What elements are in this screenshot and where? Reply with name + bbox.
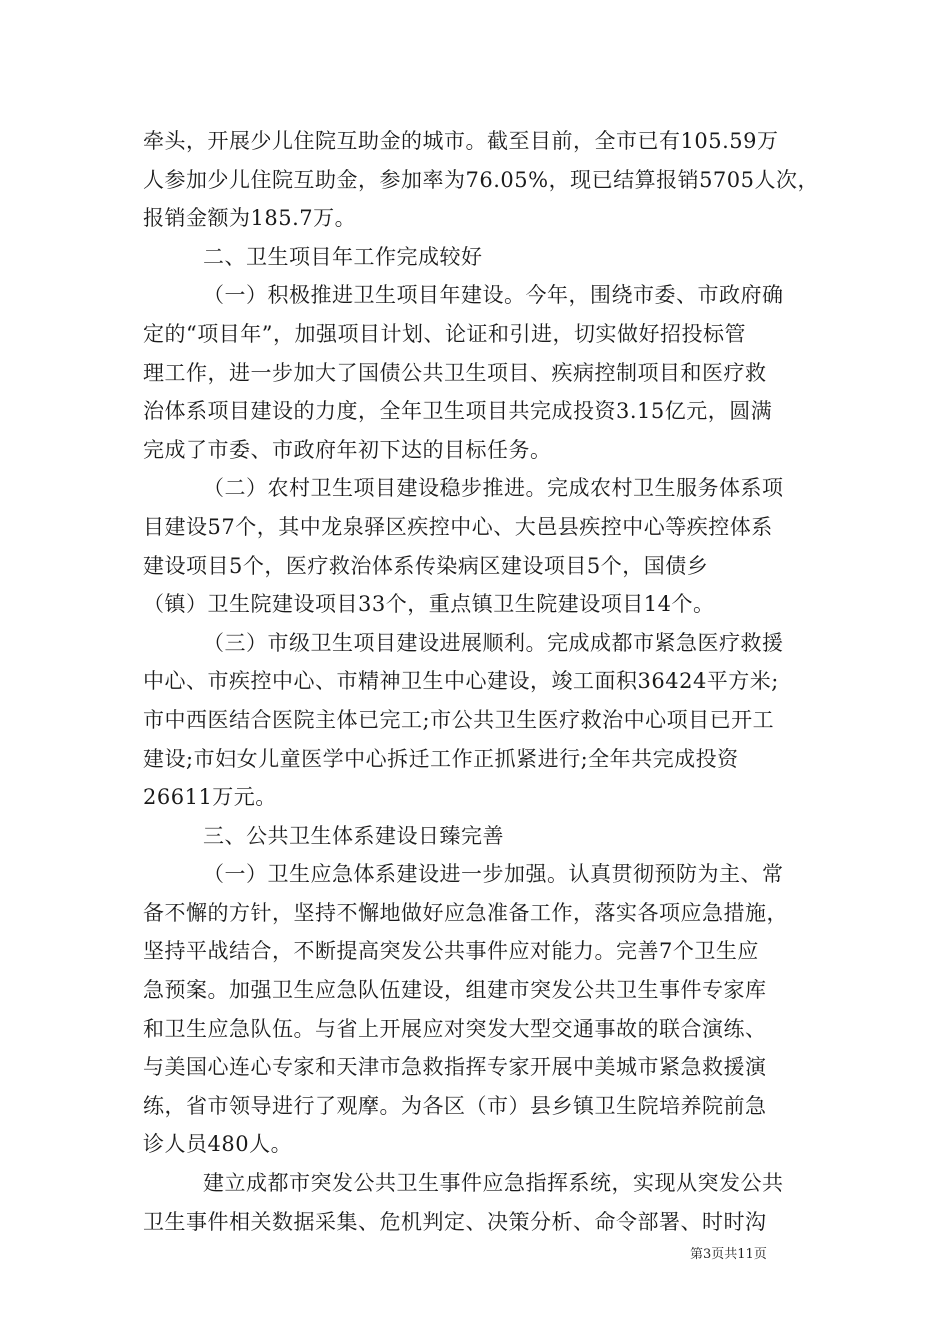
- text-line: 三、公共卫生体系建设日臻完善: [203, 823, 504, 848]
- page-number: 第3页共11页: [690, 1247, 767, 1262]
- text-line: 建设;市妇女儿童医学中心拆迁工作正抓紧进行;全年共完成投资: [143, 746, 739, 771]
- text-line: 与美国心连心专家和天津市急救指挥专家开展中美城市紧急救援演: [143, 1055, 767, 1080]
- text-line: 备不懈的方针，坚持不懈地做好应急准备工作，落实各项应急措施，: [143, 900, 788, 925]
- text-line: （二）农村卫生项目建设稳步推进。完成农村卫生服务体系项: [203, 476, 784, 501]
- text-line: 中心、市疾控中心、市精神卫生中心建设，竣工面积36424平方米;: [143, 669, 779, 694]
- text-line: 目建设57个，其中龙泉驿区疾控中心、大邑县疾控中心等疾控体系: [143, 514, 773, 539]
- text-line: 二、卫生项目年工作完成较好: [203, 244, 483, 269]
- text-line: 急预案。加强卫生应急队伍建设，组建市突发公共卫生事件专家库: [143, 978, 767, 1003]
- text-line: 治体系项目建设的力度，全年卫生项目共完成投资3.15亿元，圆满: [143, 399, 773, 424]
- text-line: （镇）卫生院建设项目33个，重点镇卫生院建设项目14个。: [143, 592, 715, 617]
- text-line: 建设项目5个，医疗救治体系传染病区建设项目5个，国债乡: [143, 553, 709, 578]
- text-line: 完成了市委、市政府年初下达的目标任务。: [143, 437, 552, 462]
- body-text: [143, 122, 820, 1241]
- text-line: （一）积极推进卫生项目年建设。今年，围绕市委、市政府确: [203, 283, 784, 308]
- text-line: 报销金额为185.7万。: [143, 206, 357, 231]
- text-line: 人参加少儿住院互助金，参加率为76.05%，现已结算报销5705人次，: [143, 167, 820, 192]
- text-line: （三）市级卫生项目建设进展顺利。完成成都市紧急医疗救援: [203, 630, 784, 655]
- text-line: 定的“项目年”，加强项目计划、论证和引进，切实做好招投标管: [143, 321, 746, 346]
- text-line: 26611万元。: [143, 785, 277, 810]
- text-line: 诊人员480人。: [143, 1132, 293, 1157]
- text-line: 建立成都市突发公共卫生事件应急指挥系统，实现从突发公共: [203, 1171, 784, 1196]
- text-line: 和卫生应急队伍。与省上开展应对突发大型交通事故的联合演练、: [143, 1016, 767, 1041]
- text-line: 练，省市领导进行了观摩。为各区（市）县乡镇卫生院培养院前急: [143, 1093, 767, 1118]
- text-line: 理工作，进一步加大了国债公共卫生项目、疾病控制项目和医疗救: [143, 360, 767, 385]
- text-line: 牵头，开展少儿住院互助金的城市。截至目前，全市已有105.59万: [143, 129, 779, 153]
- text-line: 市中西医结合医院主体已完工;市公共卫生医疗救治中心项目已开工: [143, 707, 775, 732]
- text-line: （一）卫生应急体系建设进一步加强。认真贯彻预防为主、常: [203, 862, 784, 887]
- text-line: 卫生事件相关数据采集、危机判定、决策分析、命令部署、时时沟: [143, 1209, 767, 1234]
- text-line: 坚持平战结合，不断提高突发公共事件应对能力。完善7个卫生应: [143, 939, 759, 964]
